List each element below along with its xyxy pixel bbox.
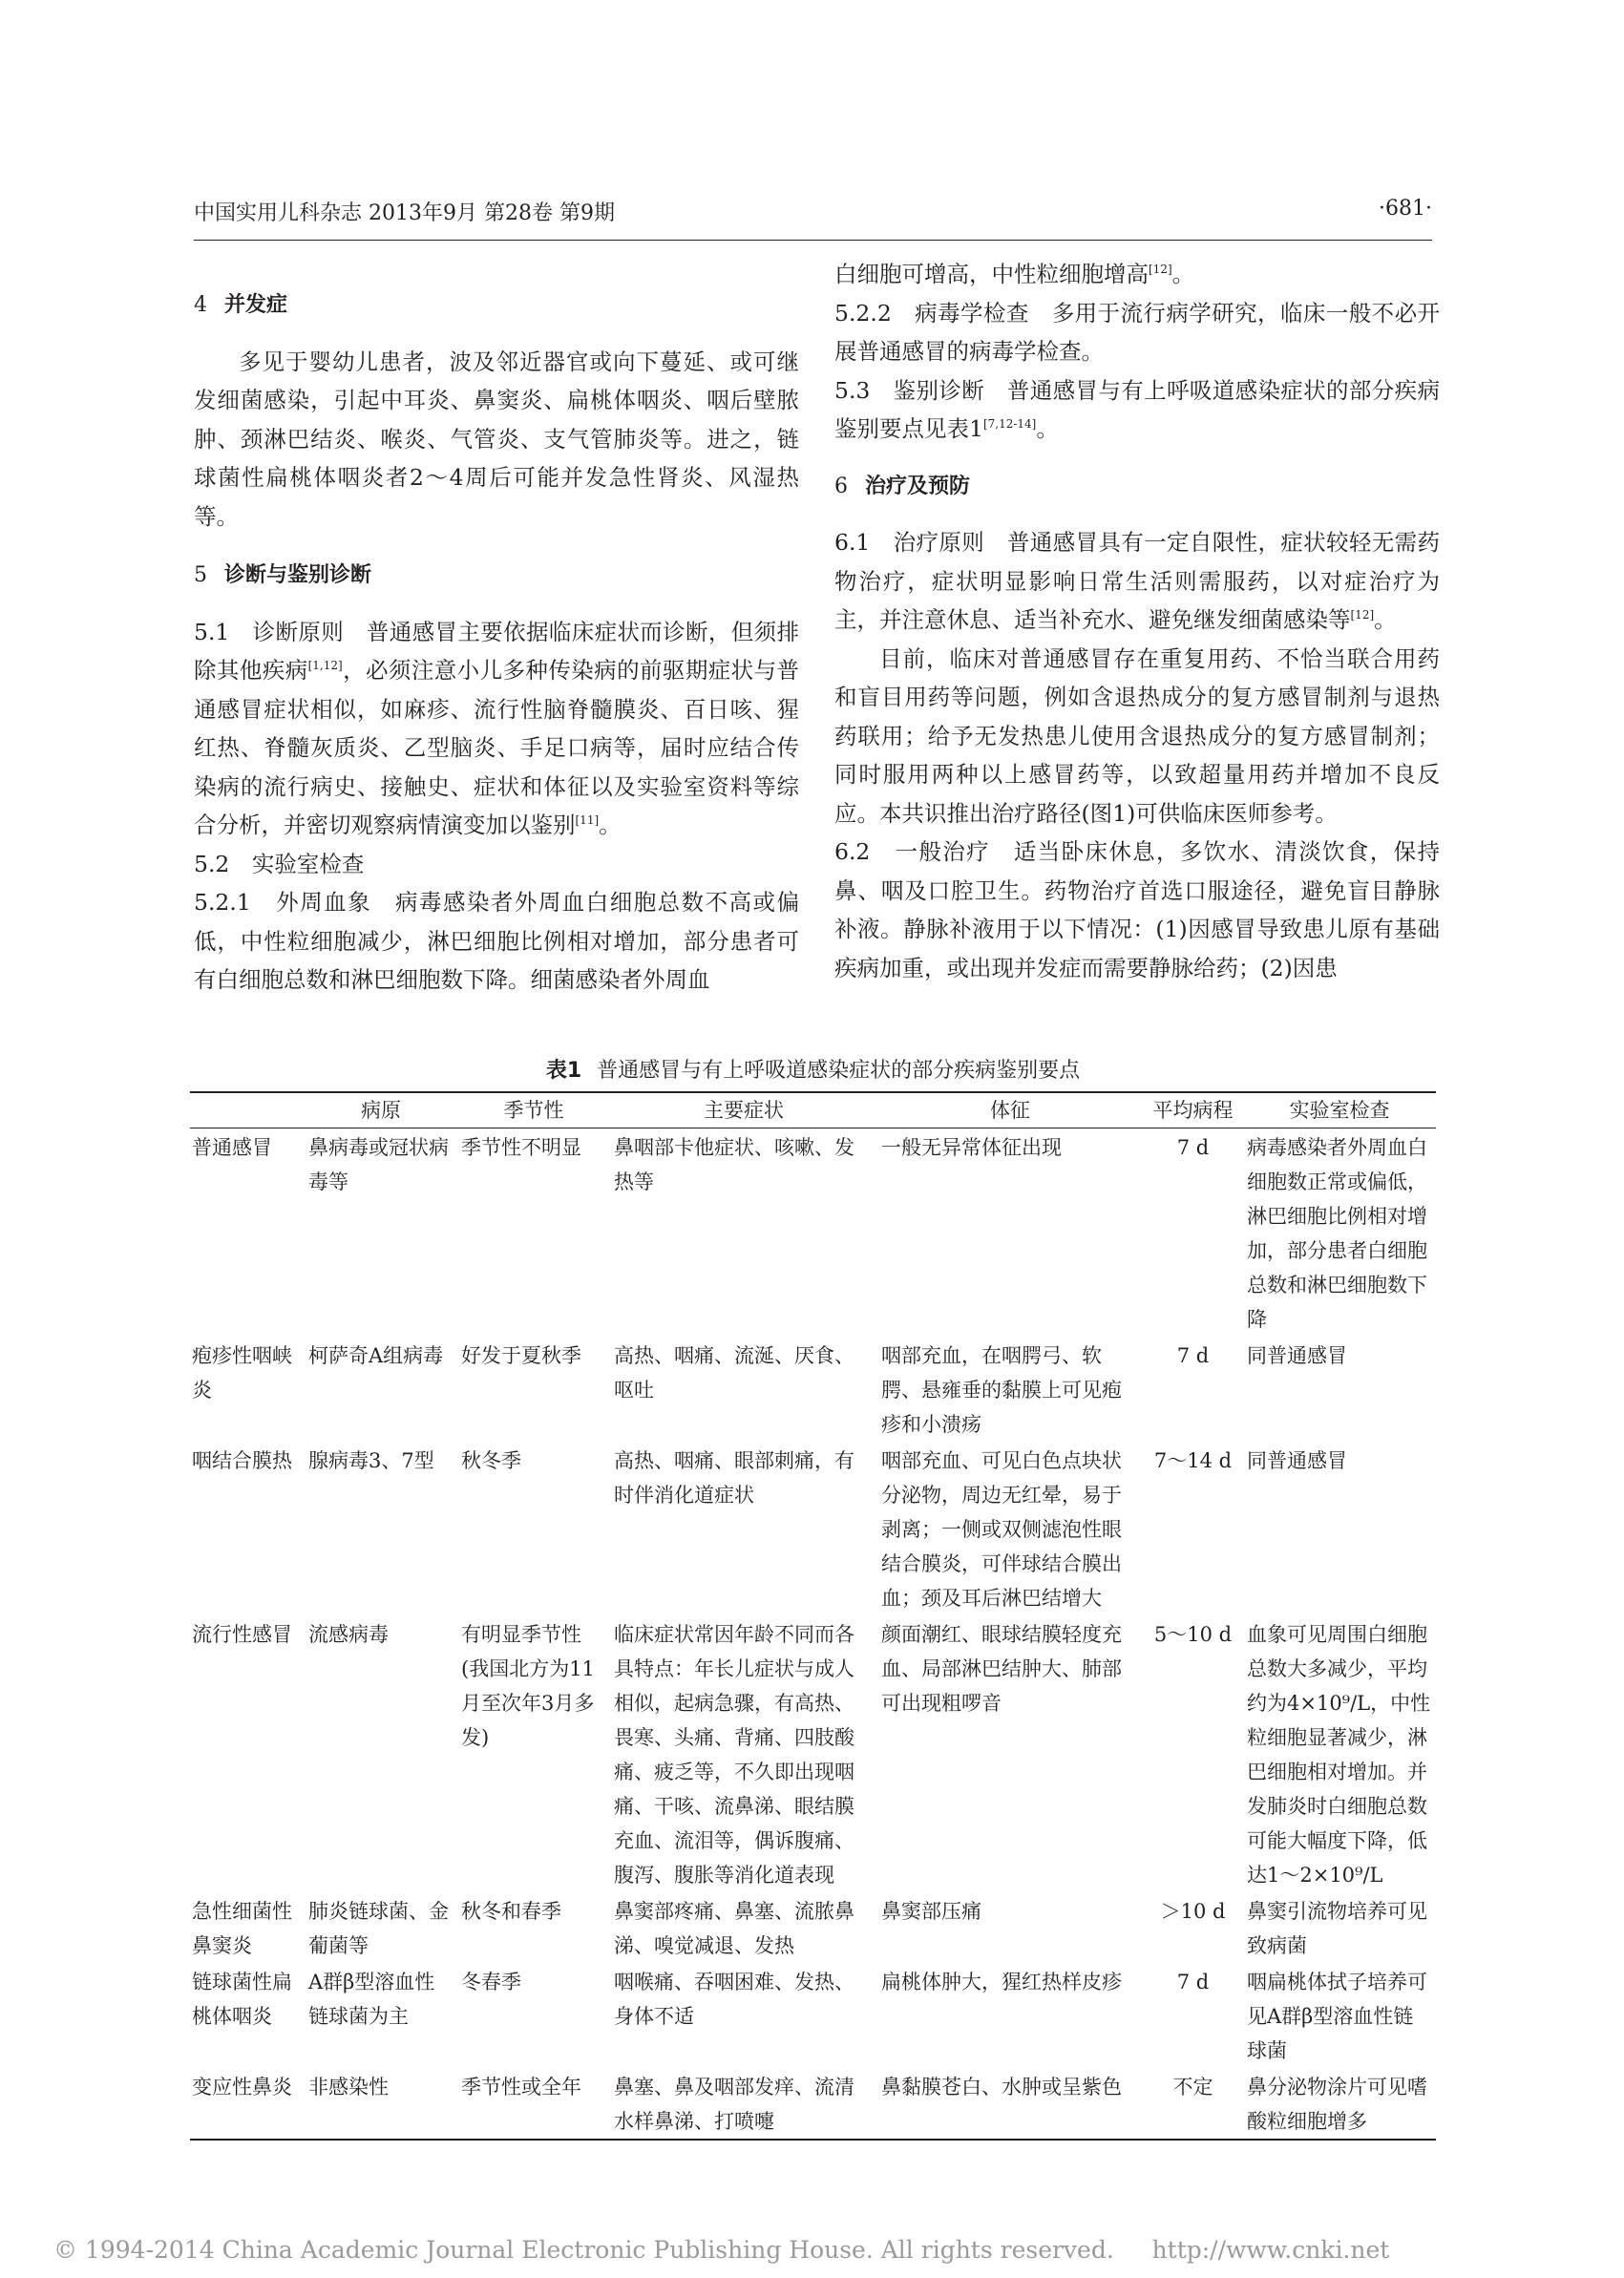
table-cell: 秋冬和春季 [461,1900,561,1923]
table-cell: 急性细菌性鼻窦炎 [192,1900,292,1957]
table-cell: 有明显季节性(我国北方为11月至次年3月多发) [461,1623,595,1749]
journal-citation: 中国实用儿科杂志 2013年9月 第28卷 第9期 [194,201,615,225]
table-cell: 鼻分泌物涂片可见嗜酸粒细胞增多 [1243,2068,1436,2140]
paragraph-complications: 多见于婴幼儿患者，波及邻近器官或向下蔓延、或可继发细菌感染，引起中耳炎、鼻窦炎、扁桃体咽炎、咽后壁脓肿、颈淋巴结炎、喉炎、气管炎、支气管肺炎等。进之，链球菌性扁桃体咽炎者2～4周后可能并发急性肾炎、风湿热等。 [194,348,799,530]
citation: [12] [1149,263,1172,277]
section-heading-4: 4 并发症 [194,293,288,317]
column-header: 病原 [305,1092,457,1128]
column-header: 季节性 [457,1092,610,1128]
table-1 [190,1055,1436,2141]
table-row [190,1442,1436,1615]
column-header [190,1092,305,1128]
table-cell: 7 d [1176,1136,1210,1159]
table-body [190,1128,1436,2141]
table-cell: 咽部充血、可见白色点块状分泌物，周边无红晕，易于剥离；一侧或双侧滤泡性眼结合膜炎，可伴球结合膜出血；颈及耳后淋巴结增大 [881,1449,1122,1610]
table-cell: 咽扁桃体拭子培养可见A群β型溶血性链球菌 [1247,1971,1427,2062]
citation: [11] [575,813,600,828]
paragraph-5-2-1-continued: 白细胞可增高，中性粒细胞增高[12]。 [834,261,1195,287]
table-cell: 高热、咽痛、眼部刺痛，有时伴消化道症状 [614,1449,854,1507]
paragraph-5-2-2: 5.2.2 病毒学检查 多用于流行病学研究，临床一般不必开展普通感冒的病毒学检查。 [834,299,1440,365]
table-cell: 柯萨奇A组病毒 [308,1344,444,1367]
header-rule [194,240,1432,241]
table-cell: 临床症状常因年龄不同而各具特点：年长儿症状与成人相似，起病急骤，有高热、畏寒、头痛、背痛、四肢酸痛、疲乏等，不久即出现咽痛、干咳、流鼻涕、眼结膜充血、流泪等，偶诉腹痛、腹泻、腹胀等消化道表现 [614,1623,854,1887]
paragraph-5-3: 5.3 鉴别诊断 普通感冒与有上呼吸道感染症状的部分疾病鉴别要点见表1[7,12-14]。 [834,376,1440,442]
table-header-row [190,1092,1436,1128]
citation: [1,12] [307,659,343,673]
table-cell: 鼻窦部疼痛、鼻塞、流脓鼻涕、嗅觉减退、发热 [614,1900,854,1957]
table-cell: 咽喉痛、吞咽困难、发热、身体不适 [614,1971,854,2028]
table-row [190,1128,1436,1338]
paragraph-current-issues: 目前，临床对普通感冒存在重复用药、不恰当联合用药和盲目用药等问题，例如含退热成分的复方感冒制剂与退热药联用；给予无发热患儿使用含退热成分的复方感冒制剂；同时服用两种以上感冒药等，以致超量用药并增加不良反应。本共识推出治疗路径(图1)可供临床医师参考。 [834,644,1440,827]
column-header: 实验室检查 [1243,1092,1436,1128]
table-row [190,1615,1436,1892]
table-cell: 腺病毒3、7型 [308,1449,434,1472]
paragraph-5-2: 5.2 实验室检查 [194,850,365,877]
table-cell: 鼻黏膜苍白、水肿或呈紫色 [877,2068,1143,2140]
page-number: ·681· [1379,197,1432,221]
table-cell: 非感染性 [305,2068,457,2140]
running-header [194,197,1432,235]
table-cell: 鼻窦部压痛 [881,1900,981,1923]
copyright-text: © 1994-2014 China Academic Journal Electronic Publishing House. All rights reserved. [53,2236,1114,2264]
table-row [190,1337,1436,1442]
table-cell: A群β型溶血性链球菌为主 [308,1971,435,2028]
table-cell: 链球菌性扁桃体咽炎 [192,1971,292,2028]
table-cell: ＞10 d [1160,1900,1226,1923]
left-column [194,286,799,1000]
table-cell: 流行性感冒 [192,1623,292,1646]
table-cell: 一般无异常体征出现 [881,1136,1062,1159]
table-cell: 咽结合膜热 [192,1449,292,1472]
table-cell: 7 d [1176,1344,1210,1367]
table-cell: 季节性不明显 [461,1136,581,1159]
table-cell: 季节性或全年 [457,2068,610,2140]
table-row [190,2068,1436,2140]
table-cell: 鼻窦引流物培养可见致病菌 [1247,1900,1427,1957]
table-row [190,1892,1436,1963]
table-cell: 颜面潮红、眼球结膜轻度充血、局部淋巴结肿大、肺部可出现粗啰音 [881,1623,1122,1715]
table-cell: 鼻病毒或冠状病毒等 [308,1136,449,1193]
section-heading-5: 5 诊断与鉴别诊断 [194,563,372,587]
paragraph-5-2-1: 5.2.1 外周血象 病毒感染者外周血白细胞总数不高或偏低，中性粒细胞减少，淋巴细胞比例相对增加，部分患者可有白细胞总数和淋巴细胞数下降。细菌感染者外周血 [194,889,799,993]
table-cell: 病毒感染者外周血白细胞数正常或偏低，淋巴细胞比例相对增加，部分患者白细胞总数和淋巴细胞数下降 [1247,1136,1427,1331]
paragraph-5-1: 5.1 诊断原则 普通感冒主要依据临床症状而诊断，但须排除其他疾病[1,12]，必须注意小儿多种传染病的前驱期症状与普通感冒症状相似，如麻疹、流行性脑脊髓膜炎、百日咳、猩红热、脊髓灰质炎、乙型脑炎、手足口病等，届时应结合传染病的流行病史、接触史、症状和体征以及实验室资料等综合分析，并密切观察病情演变加以鉴别[11]。 [194,618,800,838]
table-cell: 扁桃体肿大，猩红热样皮疹 [881,1971,1122,1993]
column-header: 体征 [877,1092,1143,1128]
table-cell: 7～14 d [1153,1449,1233,1472]
table-cell: 同普通感冒 [1247,1344,1347,1367]
table-cell: 好发于夏秋季 [461,1344,581,1367]
table-cell: 同普通感冒 [1247,1449,1347,1472]
table-cell: 血象可见周围白细胞总数大多减少，平均约为4×10⁹/L，中性粒细胞显著减少，淋巴细胞相对增加。并发肺炎时白细胞总数可能大幅度下降，低达1～2×10⁹/L [1247,1623,1431,1887]
table-cell: 7 d [1176,1971,1210,1993]
right-column [834,255,1440,987]
citation: [7,12-14] [982,417,1037,432]
paragraph-6-1: 6.1 治疗原则 普通感冒具有一定自限性，症状较轻无需药物治疗，症状明显影响日常生活则需服药，以对症治疗为主，并注意休息、适当补充水、避免继发细菌感染等[12]。 [834,529,1440,633]
table-cell: 普通感冒 [192,1136,272,1159]
table-cell: 流感病毒 [308,1623,389,1646]
table-cell: 鼻咽部卡他症状、咳嗽、发热等 [614,1136,854,1193]
column-header: 平均病程 [1143,1092,1243,1128]
section-heading-6: 6 治疗及预防 [834,474,971,498]
table-cell: 不定 [1143,2068,1243,2140]
column-header: 主要症状 [610,1092,877,1128]
table-cell: 变应性鼻炎 [190,2068,305,2140]
table-cell: 秋冬季 [461,1449,521,1472]
table-cell: 冬春季 [461,1971,521,1993]
table-cell: 高热、咽痛、流涎、厌食、呕吐 [614,1344,854,1402]
table-row [190,1963,1436,2068]
paragraph-6-2: 6.2 一般治疗 适当卧床休息，多饮水、清淡饮食，保持鼻、咽及口腔卫生。药物治疗首选口服途径，避免盲目静脉补液。静脉补液用于以下情况：(1)因感冒导致患儿原有基础疾病加重，或出现并发症而需要静脉给药；(2)因患 [834,838,1440,981]
page-footer [53,2236,1389,2264]
table-cell: 肺炎链球菌、金葡菌等 [308,1900,449,1957]
table-cell: 咽部充血，在咽腭弓、软腭、悬雍垂的黏膜上可见疱疹和小溃疡 [881,1344,1122,1436]
table-cell: 疱疹性咽峡炎 [192,1344,292,1402]
footer-url: http://www.cnki.net [1151,2236,1390,2264]
differential-diagnosis-table [190,1091,1436,2141]
citation: [12] [1350,608,1375,622]
table-caption: 表1 普通感冒与有上呼吸道感染症状的部分疾病鉴别要点 [545,1059,1081,1083]
table-cell: 5～10 d [1153,1623,1233,1646]
table-cell: 鼻塞、鼻及咽部发痒、流清水样鼻涕、打喷嚏 [610,2068,877,2140]
